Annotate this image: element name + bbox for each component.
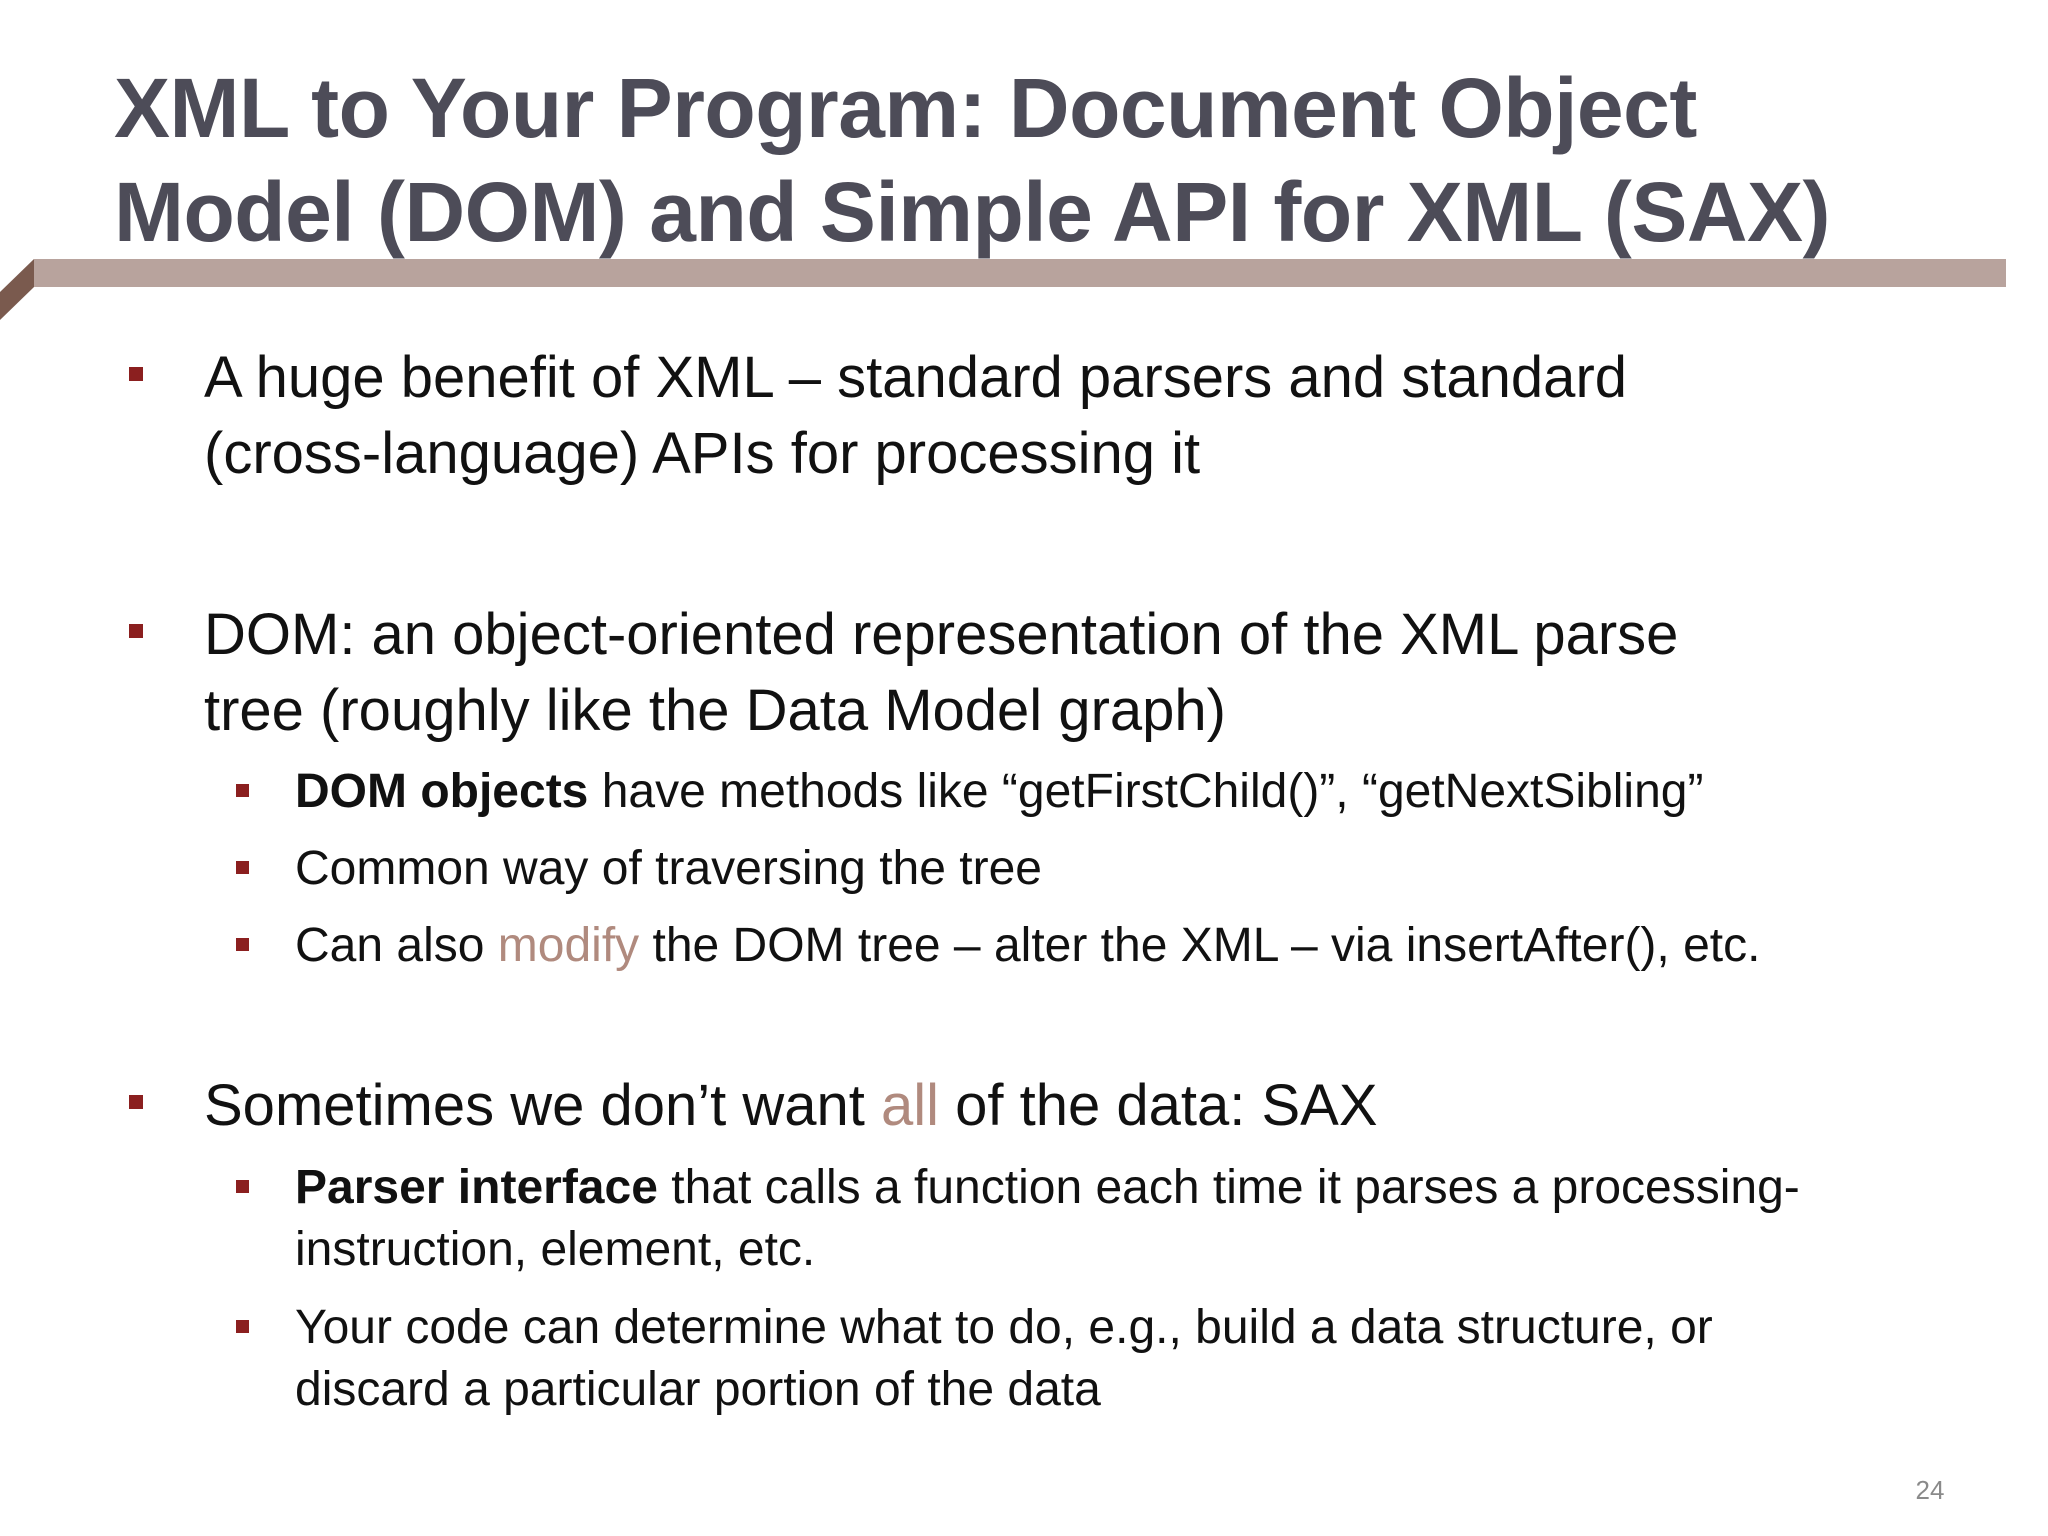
page-number: 24 xyxy=(1915,1475,1945,1505)
bullet-item-2 xyxy=(204,597,1904,749)
sub-bullet-3-1-bold: Parser interface xyxy=(295,1161,658,1214)
sub-bullet-marker xyxy=(236,861,249,874)
sub-bullet-2-3-post: the DOM tree – alter the XML – via insertAfter(), etc. xyxy=(639,919,1761,972)
sub-bullet-3-1-text-line-1: that calls a function each time it parses a processing- xyxy=(657,1161,1800,1214)
bullet-2-line-1: DOM: an object-oriented representation of the XML parse xyxy=(204,602,1679,667)
sub-bullet-marker xyxy=(236,938,249,951)
sub-bullet-3-2 xyxy=(295,1297,1975,1421)
bullet-2-line-2: tree (roughly like the Data Model graph) xyxy=(204,678,1226,743)
sub-bullet-3-2-line-2: discard a particular portion of the data xyxy=(295,1363,1101,1416)
bullet-3-pre: Sometimes we don’t want xyxy=(204,1073,881,1138)
sub-bullet-marker xyxy=(236,1320,249,1333)
bullet-3-post: of the data: SAX xyxy=(939,1073,1378,1138)
sub-bullet-2-1-bold: DOM objects xyxy=(295,765,589,818)
sub-bullet-2-1-text: have methods like “getFirstChild()”, “getNextSibling” xyxy=(588,765,1704,818)
sub-bullet-2-3-accent-word: modify xyxy=(497,919,640,972)
bullet-item-3 xyxy=(204,1068,1904,1144)
slide-title-line-2: Model (DOM) and Simple API for XML (SAX) xyxy=(114,165,1831,259)
bullet-marker xyxy=(129,367,143,381)
bullet-marker xyxy=(129,624,143,638)
bullet-1-line-1: A huge benefit of XML – standard parsers and standard xyxy=(204,345,1628,410)
bullet-item-1 xyxy=(204,340,1904,492)
sub-bullet-marker xyxy=(236,784,249,797)
bullet-3-accent-word: all xyxy=(880,1073,939,1138)
sub-bullet-2-3 xyxy=(295,915,1975,977)
sub-bullet-2-2-text: Common way of traversing the tree xyxy=(295,842,1042,895)
sub-bullet-2-1 xyxy=(295,761,1975,823)
bullet-marker xyxy=(129,1095,143,1109)
sub-bullet-3-1-text-line-2: instruction, element, etc. xyxy=(295,1223,816,1276)
sub-bullet-2-3-pre: Can also xyxy=(295,919,498,972)
slide-title-line-1: XML to Your Program: Document Object xyxy=(114,61,1697,155)
sub-bullet-marker xyxy=(236,1180,249,1193)
sub-bullet-3-2-line-1: Your code can determine what to do, e.g., build a data structure, or xyxy=(295,1301,1713,1354)
bullet-1-line-2: (cross-language) APIs for processing it xyxy=(204,421,1201,486)
sub-bullet-3-1 xyxy=(295,1157,1975,1281)
sub-bullet-2-2 xyxy=(295,838,1975,900)
